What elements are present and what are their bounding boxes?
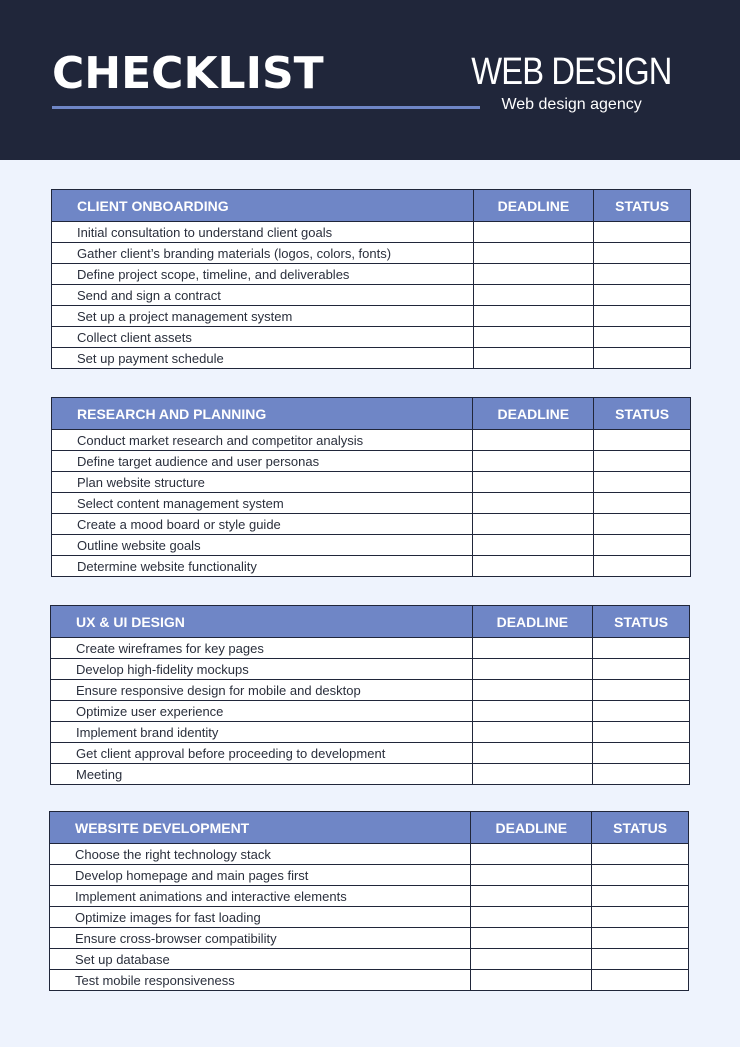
deadline-cell[interactable]	[473, 285, 594, 306]
table-row	[50, 949, 689, 970]
section-ux-ui-design	[50, 605, 690, 785]
task-label: Determine website functionality	[52, 556, 473, 577]
table-row	[51, 722, 690, 743]
status-cell[interactable]	[592, 928, 689, 949]
status-cell[interactable]	[594, 327, 691, 348]
section-research-and-planning	[51, 397, 691, 577]
status-cell[interactable]	[594, 222, 691, 243]
table-row	[52, 327, 691, 348]
task-label: Develop homepage and main pages first	[50, 865, 471, 886]
deadline-cell[interactable]	[471, 949, 592, 970]
deadline-header: DEADLINE	[472, 606, 593, 638]
deadline-cell[interactable]	[472, 638, 593, 659]
task-label: Set up payment schedule	[52, 348, 474, 369]
task-label: Develop high-fidelity mockups	[51, 659, 473, 680]
status-cell[interactable]	[592, 865, 689, 886]
deadline-cell[interactable]	[473, 451, 594, 472]
section-title: RESEARCH AND PLANNING	[52, 398, 473, 430]
section-website-development	[49, 811, 689, 991]
deadline-cell[interactable]	[473, 327, 594, 348]
table-row	[52, 348, 691, 369]
task-label: Plan website structure	[52, 472, 473, 493]
task-label: Define project scope, timeline, and deliverables	[52, 264, 474, 285]
task-label: Choose the right technology stack	[50, 844, 471, 865]
status-cell[interactable]	[593, 659, 690, 680]
deadline-cell[interactable]	[473, 264, 594, 285]
page-title: CHECKLIST	[52, 48, 324, 99]
task-label: Outline website goals	[52, 535, 473, 556]
section-title: UX & UI DESIGN	[51, 606, 473, 638]
deadline-cell[interactable]	[471, 844, 592, 865]
status-cell[interactable]	[594, 493, 691, 514]
deadline-cell[interactable]	[472, 743, 593, 764]
table-row	[52, 264, 691, 285]
task-label: Define target audience and user personas	[52, 451, 473, 472]
task-label: Ensure cross-browser compatibility	[50, 928, 471, 949]
task-label: Collect client assets	[52, 327, 474, 348]
deadline-cell[interactable]	[471, 886, 592, 907]
status-cell[interactable]	[594, 348, 691, 369]
deadline-cell[interactable]	[473, 222, 594, 243]
table-row	[52, 514, 691, 535]
deadline-cell[interactable]	[471, 970, 592, 991]
table-row	[52, 472, 691, 493]
status-cell[interactable]	[593, 722, 690, 743]
task-label: Implement animations and interactive elements	[50, 886, 471, 907]
table-row	[50, 970, 689, 991]
deadline-cell[interactable]	[471, 928, 592, 949]
section-title: WEBSITE DEVELOPMENT	[50, 812, 471, 844]
table-row	[50, 886, 689, 907]
deadline-header: DEADLINE	[473, 398, 594, 430]
deadline-cell[interactable]	[472, 722, 593, 743]
status-cell[interactable]	[594, 556, 691, 577]
deadline-cell[interactable]	[473, 430, 594, 451]
title-underline	[52, 106, 480, 109]
status-cell[interactable]	[592, 844, 689, 865]
deadline-cell[interactable]	[473, 472, 594, 493]
status-cell[interactable]	[593, 680, 690, 701]
task-label: Optimize images for fast loading	[50, 907, 471, 928]
deadline-cell[interactable]	[473, 535, 594, 556]
deadline-cell[interactable]	[472, 701, 593, 722]
section-title: CLIENT ONBOARDING	[52, 190, 474, 222]
table-row	[51, 680, 690, 701]
status-cell[interactable]	[594, 514, 691, 535]
table-row	[51, 701, 690, 722]
task-label: Send and sign a contract	[52, 285, 474, 306]
brand-block	[455, 50, 688, 115]
table-row	[51, 638, 690, 659]
status-cell[interactable]	[593, 701, 690, 722]
deadline-cell[interactable]	[472, 764, 593, 785]
status-cell[interactable]	[592, 886, 689, 907]
deadline-cell[interactable]	[472, 659, 593, 680]
deadline-header: DEADLINE	[471, 812, 592, 844]
status-cell[interactable]	[594, 306, 691, 327]
table-row	[50, 865, 689, 886]
status-cell[interactable]	[592, 970, 689, 991]
table-row	[50, 928, 689, 949]
page-header	[0, 0, 740, 160]
task-label: Test mobile responsiveness	[50, 970, 471, 991]
task-label: Implement brand identity	[51, 722, 473, 743]
deadline-cell[interactable]	[473, 306, 594, 327]
task-label: Conduct market research and competitor analysis	[52, 430, 473, 451]
deadline-cell[interactable]	[471, 907, 592, 928]
table-row	[52, 556, 691, 577]
status-cell[interactable]	[593, 743, 690, 764]
table-row	[52, 306, 691, 327]
task-label: Set up database	[50, 949, 471, 970]
status-cell[interactable]	[593, 638, 690, 659]
table-row	[52, 430, 691, 451]
status-cell[interactable]	[594, 472, 691, 493]
status-cell[interactable]	[593, 764, 690, 785]
brand-tagline: Web design agency	[501, 96, 642, 113]
table-row	[51, 764, 690, 785]
task-label: Optimize user experience	[51, 701, 473, 722]
table-row	[52, 535, 691, 556]
status-cell[interactable]	[594, 430, 691, 451]
deadline-cell[interactable]	[471, 865, 592, 886]
task-label: Create wireframes for key pages	[51, 638, 473, 659]
deadline-cell[interactable]	[473, 348, 594, 369]
task-label: Select content management system	[52, 493, 473, 514]
status-cell[interactable]	[594, 243, 691, 264]
table-row	[52, 285, 691, 306]
task-label: Set up a project management system	[52, 306, 474, 327]
task-label: Ensure responsive design for mobile and desktop	[51, 680, 473, 701]
status-header: STATUS	[594, 190, 691, 222]
table-row	[52, 451, 691, 472]
table-row	[52, 222, 691, 243]
section-client-onboarding	[51, 189, 691, 369]
status-header: STATUS	[593, 606, 690, 638]
table-row	[50, 907, 689, 928]
status-cell[interactable]	[594, 451, 691, 472]
table-row	[50, 844, 689, 865]
deadline-cell[interactable]	[472, 680, 593, 701]
table-row	[52, 493, 691, 514]
task-label: Gather client’s branding materials (logos, colors, fonts)	[52, 243, 474, 264]
deadline-header: DEADLINE	[473, 190, 594, 222]
deadline-cell[interactable]	[473, 556, 594, 577]
status-cell[interactable]	[594, 264, 691, 285]
status-cell[interactable]	[594, 535, 691, 556]
deadline-cell[interactable]	[473, 243, 594, 264]
deadline-cell[interactable]	[473, 493, 594, 514]
task-label: Create a mood board or style guide	[52, 514, 473, 535]
task-label: Meeting	[51, 764, 473, 785]
task-label: Get client approval before proceeding to development	[51, 743, 473, 764]
task-label: Initial consultation to understand client goals	[52, 222, 474, 243]
status-header: STATUS	[592, 812, 689, 844]
deadline-cell[interactable]	[473, 514, 594, 535]
table-row	[51, 659, 690, 680]
status-cell[interactable]	[592, 907, 689, 928]
status-header: STATUS	[594, 398, 691, 430]
brand-name: WEB DESIGN	[471, 51, 672, 93]
table-row	[51, 743, 690, 764]
status-cell[interactable]	[592, 949, 689, 970]
table-row	[52, 243, 691, 264]
status-cell[interactable]	[594, 285, 691, 306]
